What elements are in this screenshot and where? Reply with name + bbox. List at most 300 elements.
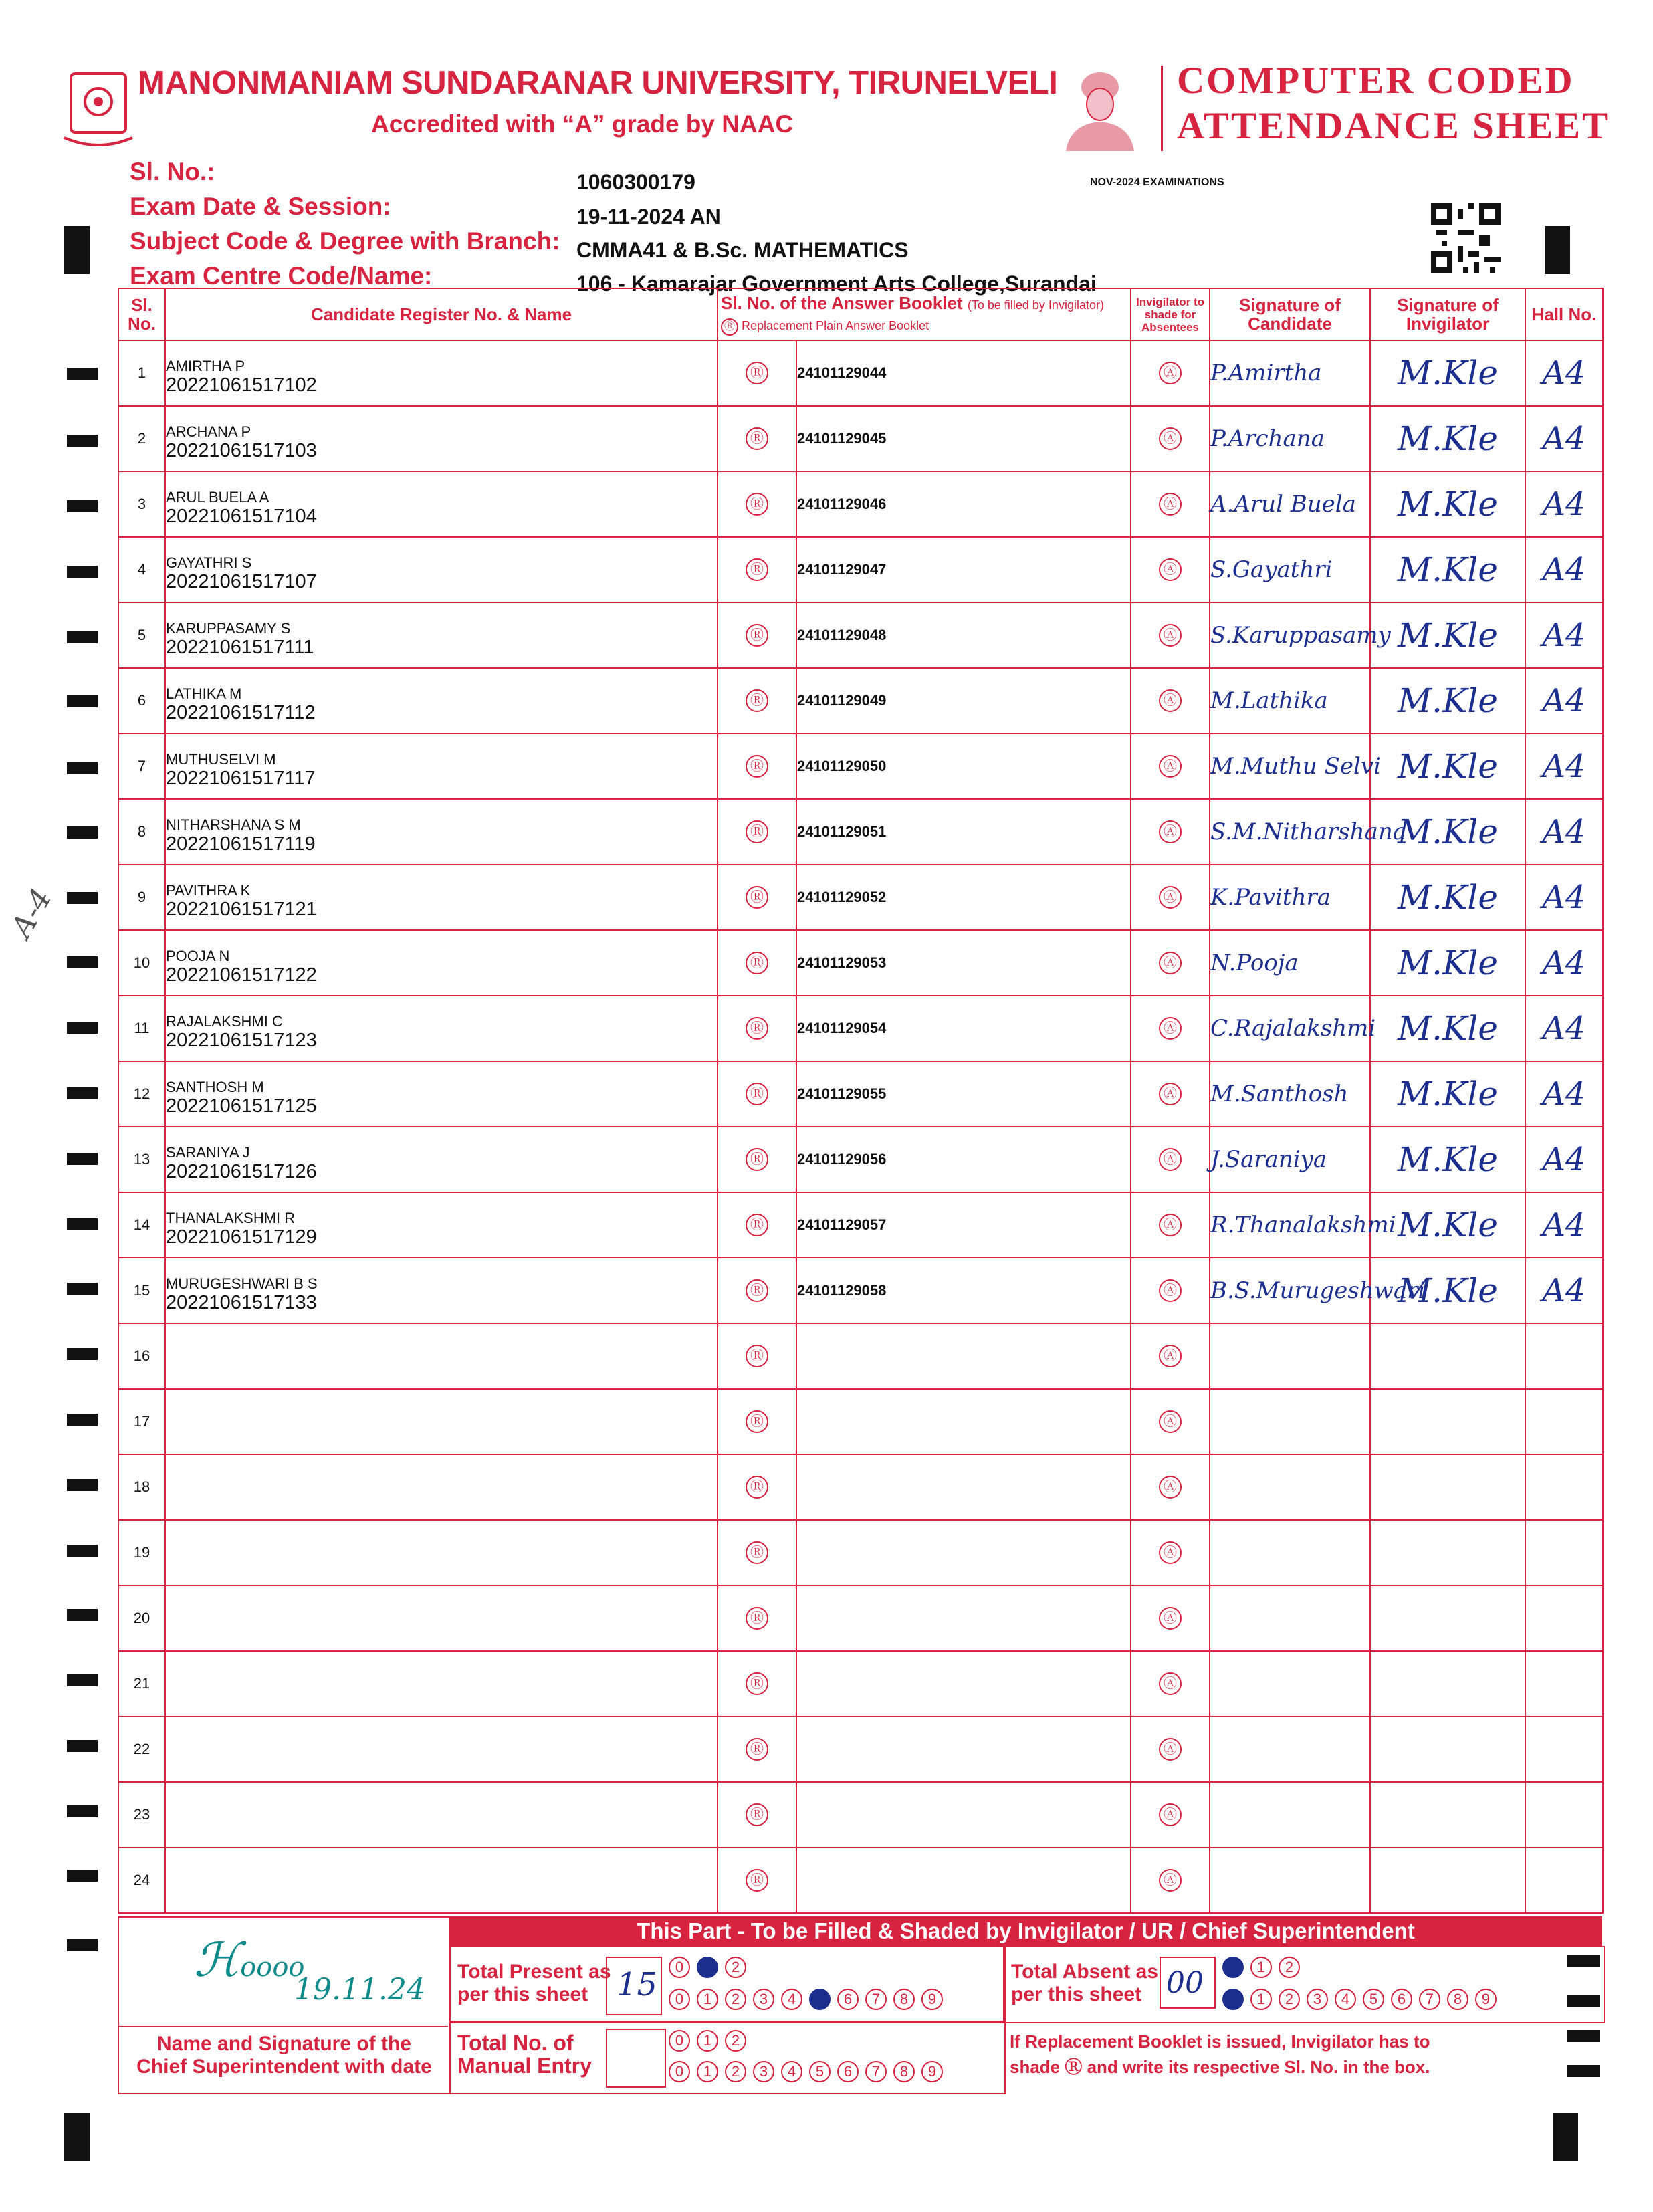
absent-bubble[interactable]: Ⓐ <box>1159 624 1182 647</box>
col-absent: Invigilator to shade for Absentees <box>1131 288 1210 340</box>
digit-bubble[interactable]: 7 <box>1419 1989 1440 2010</box>
replacement-bubble[interactable]: Ⓡ <box>746 1148 768 1171</box>
replacement-cell <box>718 865 796 930</box>
replacement-cell <box>718 471 796 537</box>
candidate-cell <box>165 340 718 406</box>
table-row <box>118 340 1603 406</box>
replacement-cell <box>718 537 796 602</box>
digit-bubble[interactable]: 6 <box>837 1989 859 2010</box>
digit-bubble[interactable]: 2 <box>1279 1989 1300 2010</box>
replacement-bubble[interactable]: Ⓡ <box>746 1672 768 1695</box>
candidate-signature: B.S.Murugeshwari <box>1210 1277 1426 1304</box>
candidate-name: SARANIYA J <box>166 1144 250 1161</box>
replacement-bubble[interactable]: Ⓡ <box>746 1214 768 1236</box>
corner-mark-top-right <box>1545 226 1570 274</box>
candidate-signature: N.Pooja <box>1210 950 1299 976</box>
booklet-no: 24101129051 <box>796 799 1131 865</box>
replacement-cell <box>718 799 796 865</box>
university-logo <box>62 70 135 152</box>
exam-date-value: 19-11-2024 AN <box>576 205 721 229</box>
replacement-cell <box>718 1651 796 1717</box>
candidate-name: SANTHOSH M <box>166 1079 264 1095</box>
row-sl: 6 <box>118 668 165 734</box>
booklet-no <box>796 1454 1131 1520</box>
absent-bubble[interactable]: Ⓐ <box>1159 886 1182 909</box>
absent-bubble[interactable]: Ⓐ <box>1159 820 1182 843</box>
digit-bubble[interactable]: 2 <box>725 1957 746 1978</box>
replacement-bubble[interactable]: Ⓡ <box>746 1803 768 1826</box>
hall-no: A4 <box>1542 420 1586 457</box>
hall-no: A4 <box>1542 551 1586 588</box>
digit-bubble[interactable]: 0 <box>669 1957 690 1978</box>
hall-no: A4 <box>1542 813 1586 851</box>
digit-bubble[interactable]: 9 <box>921 1989 943 2010</box>
digit-bubble[interactable]: 2 <box>725 2030 746 2052</box>
timing-mark <box>67 1153 98 1165</box>
chief-label: Name and Signature of the Chief Superintendent with date <box>136 2033 432 2078</box>
hall-no: A4 <box>1542 1075 1586 1113</box>
timing-mark <box>67 1870 98 1882</box>
replacement-bubble[interactable]: Ⓡ <box>746 755 768 778</box>
replacement-cell <box>718 1323 796 1389</box>
replacement-bubble[interactable]: Ⓡ <box>746 1345 768 1367</box>
invigilator-signature-cell <box>1370 340 1525 406</box>
invigilator-signature-cell <box>1370 1323 1525 1389</box>
candidate-cell <box>165 1192 718 1258</box>
replacement-bubble[interactable]: Ⓡ <box>746 1738 768 1761</box>
absent-cell <box>1131 930 1210 996</box>
invigilator-signature: M.Kle <box>1397 681 1499 720</box>
col-sig-invigilator: Signature of Invigilator <box>1370 288 1525 340</box>
replacement-bubble[interactable]: Ⓡ <box>746 689 768 712</box>
absent-bubble[interactable]: Ⓐ <box>1159 689 1182 712</box>
absent-bubble[interactable]: Ⓐ <box>1159 755 1182 778</box>
replacement-bubble[interactable]: Ⓡ <box>746 1476 768 1499</box>
replacement-bubble[interactable]: Ⓡ <box>746 1607 768 1630</box>
timing-mark <box>67 1674 98 1686</box>
col-sig-candidate: Signature of Candidate <box>1210 288 1370 340</box>
digit-bubble[interactable]: 1 <box>1250 1957 1272 1978</box>
booklet-no: 24101129047 <box>796 537 1131 602</box>
booklet-no <box>796 1651 1131 1717</box>
candidate-cell <box>165 865 718 930</box>
absent-cell <box>1131 1192 1210 1258</box>
manual-tens-bubbles <box>669 2030 753 2052</box>
digit-bubble[interactable]: 1 <box>697 2030 718 2052</box>
hall-cell <box>1525 1192 1603 1258</box>
replacement-symbol: Ⓡ <box>721 318 738 336</box>
candidate-signature: M.Muthu Selvi <box>1210 753 1381 780</box>
candidate-signature-cell <box>1210 1651 1370 1717</box>
digit-bubble[interactable]: 2 <box>725 1989 746 2010</box>
absent-cell <box>1131 340 1210 406</box>
digit-bubble[interactable]: 9 <box>1475 1989 1497 2010</box>
candidate-signature: R.Thanalakshmi <box>1210 1212 1396 1238</box>
digit-bubble[interactable]: 2 <box>725 2061 746 2082</box>
absent-cell <box>1131 668 1210 734</box>
booklet-no <box>796 1585 1131 1651</box>
digit-bubble[interactable]: 9 <box>921 2061 943 2082</box>
absent-bubble[interactable]: Ⓐ <box>1159 558 1182 581</box>
absent-cell <box>1131 1651 1210 1717</box>
absent-cell <box>1131 1782 1210 1848</box>
hall-cell <box>1525 1848 1603 1913</box>
hall-cell <box>1525 406 1603 471</box>
replacement-bubble[interactable]: Ⓡ <box>746 362 768 384</box>
invigilator-signature: M.Kle <box>1397 1075 1499 1113</box>
sl-no-label: Sl. No.: <box>130 158 215 185</box>
absent-cell <box>1131 1323 1210 1389</box>
digit-bubble[interactable]: 8 <box>893 1989 915 2010</box>
replacement-bubble[interactable]: Ⓡ <box>746 952 768 974</box>
booklet-no: 24101129055 <box>796 1061 1131 1127</box>
qr-code <box>1431 203 1501 273</box>
candidate-signature: M.Santhosh <box>1210 1081 1349 1107</box>
replacement-bubble[interactable]: Ⓡ <box>746 1410 768 1433</box>
table-row <box>118 406 1603 471</box>
replacement-bubble[interactable]: Ⓡ <box>746 1541 768 1564</box>
candidate-name: MURUGESHWARI B S <box>166 1275 318 1292</box>
col-candidate: Candidate Register No. & Name <box>165 288 718 340</box>
absent-bubble[interactable]: Ⓐ <box>1159 1279 1182 1302</box>
digit-bubble[interactable]: 4 <box>781 1989 802 2010</box>
replacement-cell <box>718 1454 796 1520</box>
row-sl: 21 <box>118 1651 165 1717</box>
row-sl: 24 <box>118 1848 165 1913</box>
booklet-no <box>796 1717 1131 1782</box>
absent-cell <box>1131 1061 1210 1127</box>
invigilator-signature: M.Kle <box>1397 354 1499 393</box>
absent-bubble[interactable]: Ⓐ <box>1159 1672 1182 1695</box>
invigilator-signature-cell <box>1370 1585 1525 1651</box>
replacement-cell <box>718 1782 796 1848</box>
candidate-signature-cell <box>1210 1061 1370 1127</box>
invigilator-signature: M.Kle <box>1397 485 1499 524</box>
row-sl: 14 <box>118 1192 165 1258</box>
absent-cell <box>1131 1848 1210 1913</box>
absent-cell <box>1131 1454 1210 1520</box>
replacement-cell <box>718 406 796 471</box>
candidate-signature-cell <box>1210 799 1407 865</box>
sl-no-value: 1060300179 <box>576 170 695 194</box>
digit-bubble[interactable]: 7 <box>865 1989 887 2010</box>
candidate-name: PAVITHRA K <box>166 882 251 899</box>
digit-bubble[interactable]: 6 <box>1391 1989 1412 2010</box>
absent-bubble[interactable]: Ⓐ <box>1159 427 1182 450</box>
invigilator-signature-cell <box>1370 1651 1525 1717</box>
absent-bubble[interactable]: Ⓐ <box>1159 1410 1182 1433</box>
accreditation: Accredited with “A” grade by NAAC <box>371 110 794 138</box>
table-row <box>118 1782 1603 1848</box>
replacement-bubble[interactable]: Ⓡ <box>746 558 768 581</box>
replacement-cell <box>718 602 796 668</box>
chief-date: 19.11.24 <box>294 1973 425 2007</box>
hall-cell <box>1525 1389 1603 1454</box>
timing-mark <box>67 1283 98 1295</box>
digit-bubble[interactable]: 8 <box>893 2061 915 2082</box>
timing-mark <box>67 826 98 839</box>
absent-bubble[interactable]: Ⓐ <box>1159 1345 1182 1367</box>
candidate-cell <box>165 1454 718 1520</box>
candidate-signature-cell <box>1210 1585 1370 1651</box>
candidate-signature-cell <box>1210 340 1370 406</box>
candidate-signature-cell <box>1210 1520 1370 1585</box>
hall-cell <box>1525 1061 1603 1127</box>
digit-bubble[interactable]: 3 <box>753 2061 774 2082</box>
centre-value: 106 - Kamarajar Government Arts College,Surandai <box>576 271 1097 296</box>
replacement-cell <box>718 1389 796 1454</box>
timing-mark <box>67 1939 98 1951</box>
invigilator-signature: M.Kle <box>1397 812 1499 851</box>
hall-cell <box>1525 1651 1603 1717</box>
booklet-no: 24101129045 <box>796 406 1131 471</box>
candidate-cell <box>165 1061 718 1127</box>
hall-cell <box>1525 340 1603 406</box>
timing-mark <box>67 1218 98 1230</box>
replacement-bubble[interactable]: Ⓡ <box>746 493 768 516</box>
replacement-cell <box>718 1127 796 1192</box>
candidate-cell <box>165 1782 718 1848</box>
row-sl: 2 <box>118 406 165 471</box>
digit-bubble[interactable]: 1 <box>1250 1989 1272 2010</box>
invigilator-signature: M.Kle <box>1397 944 1499 982</box>
digit-bubble[interactable]: 3 <box>753 1989 774 2010</box>
absent-bubble[interactable]: Ⓐ <box>1159 1476 1182 1499</box>
invigilator-signature-cell <box>1370 537 1525 602</box>
replacement-note: If Replacement Booklet is issued, Invigilator has to shade Ⓡ and write its respective Sl. No. in the box. <box>1010 2031 1430 2077</box>
absent-bubble[interactable]: Ⓐ <box>1159 1017 1182 1040</box>
candidate-reg-no: 20221061517112 <box>166 702 316 724</box>
absent-bubble[interactable]: Ⓐ <box>1159 1541 1182 1564</box>
replacement-cell <box>718 1585 796 1651</box>
hall-no: A4 <box>1542 354 1586 392</box>
booklet-no <box>796 1389 1131 1454</box>
booklet-no <box>796 1848 1131 1913</box>
candidate-signature-cell <box>1210 1389 1370 1454</box>
digit-bubble[interactable]: 0 <box>1222 1989 1244 2010</box>
replacement-bubble[interactable]: Ⓡ <box>746 1869 768 1892</box>
hall-no: A4 <box>1542 617 1586 654</box>
replacement-cell <box>718 340 796 406</box>
absent-cell <box>1131 1585 1210 1651</box>
chief-signature: ℋoooo <box>194 1932 305 1987</box>
candidate-signature: J.Saraniya <box>1210 1146 1327 1173</box>
candidate-name: MUTHUSELVI M <box>166 751 276 768</box>
candidate-cell <box>165 668 718 734</box>
candidate-signature-cell <box>1210 930 1370 996</box>
digit-bubble[interactable]: 0 <box>669 2061 690 2082</box>
replacement-cell <box>718 1061 796 1127</box>
absent-cell <box>1131 1717 1210 1782</box>
replacement-cell <box>718 1520 796 1585</box>
absent-cell <box>1131 996 1210 1061</box>
candidate-signature-cell <box>1210 996 1376 1061</box>
timing-mark <box>67 956 98 968</box>
booklet-no: 24101129048 <box>796 602 1131 668</box>
candidate-name: LATHIKA M <box>166 685 242 702</box>
hall-no: A4 <box>1542 879 1586 916</box>
candidate-signature: K.Pavithra <box>1210 884 1331 911</box>
candidate-signature-cell <box>1210 734 1381 799</box>
candidate-name: GAYATHRI S <box>166 554 252 571</box>
hall-cell <box>1525 799 1603 865</box>
absent-bubble[interactable]: Ⓐ <box>1159 952 1182 974</box>
candidate-signature-cell <box>1210 1258 1426 1323</box>
table-row <box>118 537 1603 602</box>
candidate-reg-no: 20221061517129 <box>166 1226 317 1248</box>
manual-entry-label: Total No. of Manual Entry <box>457 2031 592 2078</box>
row-sl: 17 <box>118 1389 165 1454</box>
candidate-signature-cell <box>1210 1127 1370 1192</box>
candidate-name: NITHARSHANA S M <box>166 816 301 833</box>
hall-cell <box>1525 537 1603 602</box>
digit-bubble[interactable]: 5 <box>1363 1989 1384 2010</box>
replacement-bubble[interactable]: Ⓡ <box>746 624 768 647</box>
absent-bubble[interactable]: Ⓐ <box>1159 1738 1182 1761</box>
digit-bubble[interactable]: 0 <box>669 1989 690 2010</box>
exam-session-label: NOV-2024 EXAMINATIONS <box>1090 177 1224 188</box>
timing-mark <box>67 1022 98 1034</box>
candidate-cell <box>165 930 718 996</box>
total-absent-tens-bubbles <box>1222 1957 1307 1978</box>
subject-label: Subject Code & Degree with Branch: <box>130 227 560 255</box>
replacement-cell <box>718 996 796 1061</box>
candidate-signature-cell <box>1210 1848 1370 1913</box>
hall-cell <box>1525 1454 1603 1520</box>
absent-bubble[interactable]: Ⓐ <box>1159 362 1182 384</box>
candidate-cell <box>165 1127 718 1192</box>
col-replacement: Replacement Plain Answer Booklet <box>742 318 929 332</box>
absent-bubble[interactable]: Ⓐ <box>1159 1607 1182 1630</box>
corner-mark-bottom-left <box>64 2113 90 2161</box>
digit-bubble[interactable]: 6 <box>837 2061 859 2082</box>
timing-mark <box>67 1479 98 1491</box>
right-mark <box>1567 2065 1600 2077</box>
row-sl: 13 <box>118 1127 165 1192</box>
invigilator-signature: M.Kle <box>1397 616 1499 655</box>
margin-note: A-4 <box>4 883 60 944</box>
replacement-bubble[interactable]: Ⓡ <box>746 1083 768 1105</box>
absent-bubble[interactable]: Ⓐ <box>1159 1214 1182 1236</box>
absent-bubble[interactable]: Ⓐ <box>1159 1869 1182 1892</box>
subject-value: CMMA41 & B.Sc. MATHEMATICS <box>576 238 909 262</box>
digit-bubble[interactable]: 8 <box>1447 1989 1468 2010</box>
candidate-reg-no: 20221061517122 <box>166 964 317 986</box>
table-row <box>118 1717 1603 1782</box>
row-sl: 1 <box>118 340 165 406</box>
invigilator-signature: M.Kle <box>1397 1009 1499 1048</box>
candidate-cell <box>165 406 718 471</box>
replacement-bubble[interactable]: Ⓡ <box>746 1017 768 1040</box>
invigilator-signature: M.Kle <box>1397 747 1499 786</box>
invigilator-signature-cell <box>1370 471 1525 537</box>
booklet-no: 24101129054 <box>796 996 1131 1061</box>
hall-no: A4 <box>1542 485 1586 523</box>
invigilator-signature-cell <box>1370 1061 1525 1127</box>
invigilator-signature-cell <box>1370 930 1525 996</box>
table-row <box>118 1389 1603 1454</box>
booklet-no: 24101129053 <box>796 930 1131 996</box>
digit-bubble[interactable]: 1 <box>697 1957 718 1978</box>
digit-bubble[interactable]: 5 <box>809 1989 831 2010</box>
timing-mark <box>67 1740 98 1752</box>
replacement-cell <box>718 1717 796 1782</box>
invigilator-signature-cell <box>1370 1389 1525 1454</box>
booklet-no <box>796 1323 1131 1389</box>
invigilator-signature: M.Kle <box>1397 419 1499 458</box>
invigilator-signature-cell <box>1370 602 1525 668</box>
replacement-bubble[interactable]: Ⓡ <box>746 1279 768 1302</box>
digit-bubble[interactable]: 4 <box>1335 1989 1356 2010</box>
replacement-bubble[interactable]: Ⓡ <box>746 427 768 450</box>
invigilator-signature-cell <box>1370 1848 1525 1913</box>
digit-bubble[interactable]: 1 <box>697 2061 718 2082</box>
replacement-cell <box>718 930 796 996</box>
hall-no: A4 <box>1542 944 1586 982</box>
digit-bubble[interactable]: 1 <box>697 1989 718 2010</box>
timing-mark <box>67 695 98 707</box>
table-row <box>118 1454 1603 1520</box>
table-row <box>118 1585 1603 1651</box>
total-absent-label: Total Absent as per this sheet <box>1011 1961 1159 2005</box>
timing-mark <box>67 435 98 447</box>
absent-bubble[interactable]: Ⓐ <box>1159 493 1182 516</box>
candidate-cell <box>165 1520 718 1585</box>
replacement-bubble[interactable]: Ⓡ <box>746 886 768 909</box>
invigilator-signature-cell <box>1370 1520 1525 1585</box>
replacement-bubble[interactable]: Ⓡ <box>746 820 768 843</box>
absent-bubble[interactable]: Ⓐ <box>1159 1083 1182 1105</box>
digit-bubble[interactable]: 5 <box>809 2061 831 2082</box>
replacement-cell <box>718 734 796 799</box>
total-present-tens-bubbles <box>669 1957 753 1978</box>
col-booklet <box>718 288 1131 340</box>
row-sl: 11 <box>118 996 165 1061</box>
absent-cell <box>1131 734 1210 799</box>
sheet-title-line2: ATTENDANCE SHEET <box>1177 105 1610 147</box>
table-row <box>118 1520 1603 1585</box>
digit-bubble[interactable]: 4 <box>781 2061 802 2082</box>
booklet-no: 24101129044 <box>796 340 1131 406</box>
digit-bubble[interactable]: 3 <box>1307 1989 1328 2010</box>
timing-mark <box>67 1805 98 1817</box>
candidate-cell <box>165 1323 718 1389</box>
manual-entry-input[interactable] <box>606 2029 666 2088</box>
absent-bubble[interactable]: Ⓐ <box>1159 1148 1182 1171</box>
candidate-signature-cell <box>1210 1323 1370 1389</box>
candidate-signature-cell <box>1210 602 1391 668</box>
digit-bubble[interactable]: 0 <box>669 2030 690 2052</box>
digit-bubble[interactable]: 7 <box>865 2061 887 2082</box>
booklet-no: 24101129058 <box>796 1258 1131 1323</box>
candidate-cell <box>165 1258 718 1323</box>
digit-bubble[interactable]: 2 <box>1279 1957 1300 1978</box>
table-row <box>118 734 1603 799</box>
digit-bubble[interactable]: 0 <box>1222 1957 1244 1978</box>
timing-mark <box>67 1348 98 1360</box>
row-sl: 15 <box>118 1258 165 1323</box>
booklet-no <box>796 1782 1131 1848</box>
table-row <box>118 799 1603 865</box>
table-row <box>118 930 1603 996</box>
invigilator-signature-cell <box>1370 1782 1525 1848</box>
timing-mark <box>67 1545 98 1557</box>
absent-bubble[interactable]: Ⓐ <box>1159 1803 1182 1826</box>
candidate-signature-cell <box>1210 537 1370 602</box>
row-sl: 20 <box>118 1585 165 1651</box>
exam-date-label: Exam Date & Session: <box>130 193 391 220</box>
row-sl: 19 <box>118 1520 165 1585</box>
